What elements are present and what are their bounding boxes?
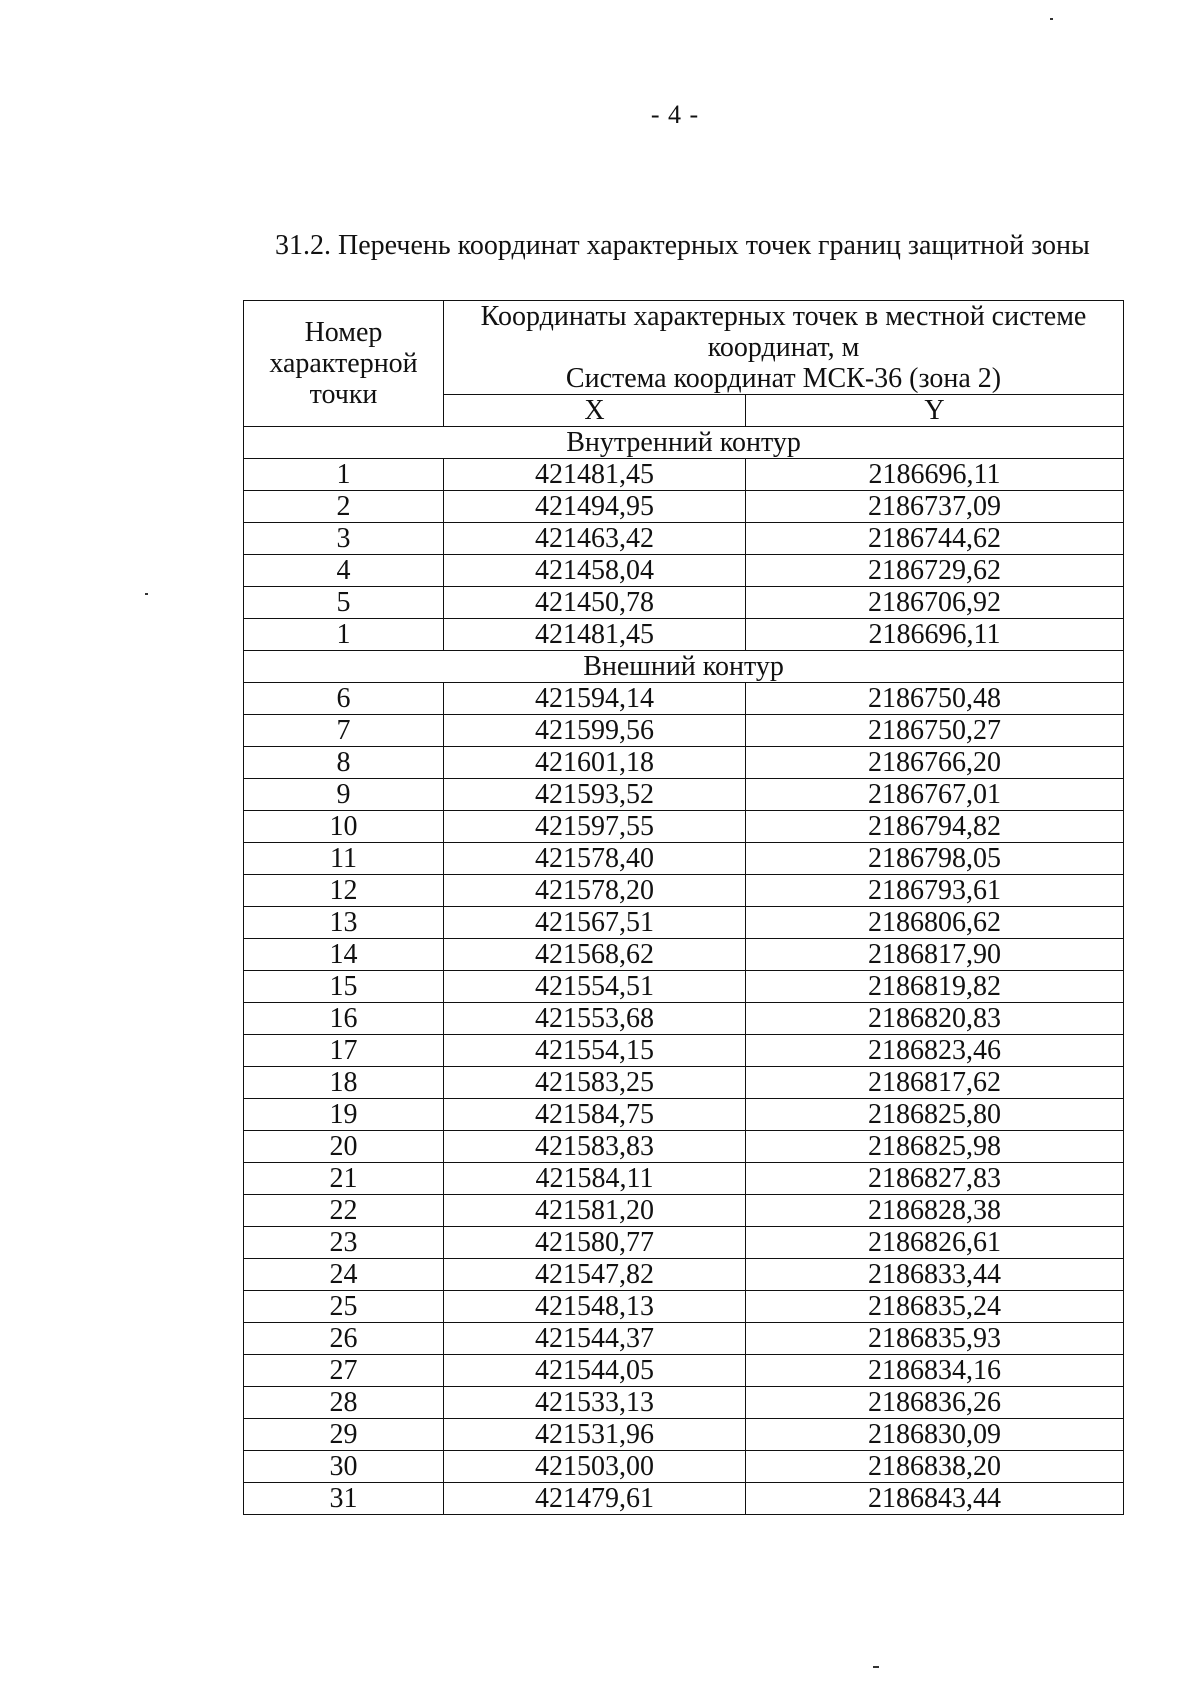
point-number-cell: 29 — [244, 1419, 444, 1451]
table-header — [244, 301, 1124, 427]
x-coordinate-cell: 421581,20 — [444, 1195, 746, 1227]
y-coordinate-cell: 2186798,05 — [746, 843, 1124, 875]
section-row — [244, 651, 1124, 683]
section-row — [244, 427, 1124, 459]
point-number-header-line: точки — [309, 379, 378, 410]
point-number-cell: 8 — [244, 747, 444, 779]
x-column-header: X — [444, 395, 746, 427]
scan-speck — [145, 593, 148, 595]
table-row — [244, 1259, 1124, 1291]
table-row — [244, 779, 1124, 811]
point-number-cell: 9 — [244, 779, 444, 811]
x-coordinate-cell: 421601,18 — [444, 747, 746, 779]
x-coordinate-cell: 421599,56 — [444, 715, 746, 747]
x-coordinate-cell: 421583,25 — [444, 1067, 746, 1099]
x-coordinate-cell: 421553,68 — [444, 1003, 746, 1035]
y-coordinate-cell: 2186793,61 — [746, 875, 1124, 907]
table-row — [244, 1291, 1124, 1323]
y-coordinate-cell: 2186766,20 — [746, 747, 1124, 779]
table-row — [244, 683, 1124, 715]
y-coordinate-cell: 2186806,62 — [746, 907, 1124, 939]
table-row — [244, 555, 1124, 587]
y-column-header: Y — [746, 395, 1124, 427]
y-coordinate-cell: 2186826,61 — [746, 1227, 1124, 1259]
y-coordinate-cell: 2186706,92 — [746, 587, 1124, 619]
scan-speck — [873, 1666, 879, 1668]
x-coordinate-cell: 421578,40 — [444, 843, 746, 875]
point-number-cell: 23 — [244, 1227, 444, 1259]
point-number-header-line: характерной — [269, 348, 418, 379]
y-coordinate-cell: 2186737,09 — [746, 491, 1124, 523]
x-coordinate-cell: 421584,11 — [444, 1163, 746, 1195]
point-number-cell: 20 — [244, 1131, 444, 1163]
x-coordinate-cell: 421554,51 — [444, 971, 746, 1003]
x-coordinate-cell: 421583,83 — [444, 1131, 746, 1163]
y-coordinate-cell: 2186835,93 — [746, 1323, 1124, 1355]
x-coordinate-cell: 421584,75 — [444, 1099, 746, 1131]
y-coordinate-cell: 2186729,62 — [746, 555, 1124, 587]
point-number-cell: 2 — [244, 491, 444, 523]
coordinates-header — [444, 301, 1124, 395]
point-number-cell: 18 — [244, 1067, 444, 1099]
point-number-cell: 28 — [244, 1387, 444, 1419]
table-row — [244, 1067, 1124, 1099]
point-number-cell: 15 — [244, 971, 444, 1003]
table-row — [244, 747, 1124, 779]
x-coordinate-cell: 421450,78 — [444, 587, 746, 619]
table-row — [244, 907, 1124, 939]
y-coordinate-cell: 2186819,82 — [746, 971, 1124, 1003]
x-coordinate-cell: 421479,61 — [444, 1483, 746, 1515]
table-row — [244, 1451, 1124, 1483]
x-coordinate-cell: 421544,05 — [444, 1355, 746, 1387]
x-coordinate-cell: 421458,04 — [444, 555, 746, 587]
point-number-cell: 17 — [244, 1035, 444, 1067]
table-row — [244, 1419, 1124, 1451]
table-row — [244, 1035, 1124, 1067]
y-coordinate-cell: 2186794,82 — [746, 811, 1124, 843]
point-number-cell: 16 — [244, 1003, 444, 1035]
table-row — [244, 811, 1124, 843]
x-coordinate-cell: 421568,62 — [444, 939, 746, 971]
y-coordinate-cell: 2186817,90 — [746, 939, 1124, 971]
coordinates-header-line: координат, м — [707, 332, 860, 363]
x-coordinate-cell: 421533,13 — [444, 1387, 746, 1419]
scan-speck — [1050, 18, 1053, 20]
point-number-cell: 21 — [244, 1163, 444, 1195]
table-row — [244, 587, 1124, 619]
point-number-cell: 6 — [244, 683, 444, 715]
table-row — [244, 523, 1124, 555]
y-coordinate-cell: 2186843,44 — [746, 1483, 1124, 1515]
document-title: 31.2. Перечень координат характерных точек границ защитной зоны — [275, 230, 1090, 261]
y-coordinate-cell: 2186835,24 — [746, 1291, 1124, 1323]
y-coordinate-cell: 2186825,80 — [746, 1099, 1124, 1131]
table-row — [244, 1323, 1124, 1355]
table-row — [244, 1163, 1124, 1195]
page-number: - 4 - — [650, 100, 700, 129]
point-number-cell: 12 — [244, 875, 444, 907]
coordinates-table — [243, 300, 1124, 1515]
y-coordinate-cell: 2186750,48 — [746, 683, 1124, 715]
point-number-cell: 25 — [244, 1291, 444, 1323]
y-coordinate-cell: 2186744,62 — [746, 523, 1124, 555]
y-coordinate-cell: 2186696,11 — [746, 619, 1124, 651]
point-number-cell: 24 — [244, 1259, 444, 1291]
table-row — [244, 1387, 1124, 1419]
point-number-cell: 1 — [244, 459, 444, 491]
table-row — [244, 715, 1124, 747]
x-coordinate-cell: 421554,15 — [444, 1035, 746, 1067]
table-row — [244, 619, 1124, 651]
y-coordinate-cell: 2186836,26 — [746, 1387, 1124, 1419]
point-number-cell: 31 — [244, 1483, 444, 1515]
coordinates-header-line: Система координат МСК-36 (зона 2) — [565, 363, 1002, 394]
table-row — [244, 1003, 1124, 1035]
point-number-cell: 10 — [244, 811, 444, 843]
table-row — [244, 1099, 1124, 1131]
x-coordinate-cell: 421548,13 — [444, 1291, 746, 1323]
x-coordinate-cell: 421578,20 — [444, 875, 746, 907]
point-number-cell: 13 — [244, 907, 444, 939]
point-number-cell: 19 — [244, 1099, 444, 1131]
x-coordinate-cell: 421547,82 — [444, 1259, 746, 1291]
x-coordinate-cell: 421481,45 — [444, 619, 746, 651]
y-coordinate-cell: 2186830,09 — [746, 1419, 1124, 1451]
y-coordinate-cell: 2186825,98 — [746, 1131, 1124, 1163]
point-number-cell: 4 — [244, 555, 444, 587]
point-number-cell: 3 — [244, 523, 444, 555]
table-row — [244, 1195, 1124, 1227]
y-coordinate-cell: 2186820,83 — [746, 1003, 1124, 1035]
table-row — [244, 459, 1124, 491]
y-coordinate-cell: 2186767,01 — [746, 779, 1124, 811]
x-coordinate-cell: 421594,14 — [444, 683, 746, 715]
x-coordinate-cell: 421463,42 — [444, 523, 746, 555]
x-coordinate-cell: 421593,52 — [444, 779, 746, 811]
x-coordinate-cell: 421544,37 — [444, 1323, 746, 1355]
y-coordinate-cell: 2186696,11 — [746, 459, 1124, 491]
x-coordinate-cell: 421503,00 — [444, 1451, 746, 1483]
x-coordinate-cell: 421481,45 — [444, 459, 746, 491]
table-row — [244, 1483, 1124, 1515]
table-row — [244, 1131, 1124, 1163]
table-row — [244, 939, 1124, 971]
point-number-cell: 1 — [244, 619, 444, 651]
y-coordinate-cell: 2186834,16 — [746, 1355, 1124, 1387]
x-coordinate-cell: 421580,77 — [444, 1227, 746, 1259]
point-number-header — [244, 301, 444, 427]
x-coordinate-cell: 421531,96 — [444, 1419, 746, 1451]
table-row — [244, 1355, 1124, 1387]
section-title: Внешний контур — [244, 651, 1124, 683]
y-coordinate-cell: 2186823,46 — [746, 1035, 1124, 1067]
y-coordinate-cell: 2186817,62 — [746, 1067, 1124, 1099]
x-coordinate-cell: 421494,95 — [444, 491, 746, 523]
y-coordinate-cell: 2186827,83 — [746, 1163, 1124, 1195]
point-number-cell: 27 — [244, 1355, 444, 1387]
y-coordinate-cell: 2186838,20 — [746, 1451, 1124, 1483]
point-number-cell: 5 — [244, 587, 444, 619]
section-title: Внутренний контур — [244, 427, 1124, 459]
table-body — [244, 427, 1124, 1515]
table-row — [244, 843, 1124, 875]
table-row — [244, 971, 1124, 1003]
y-coordinate-cell: 2186833,44 — [746, 1259, 1124, 1291]
x-coordinate-cell: 421567,51 — [444, 907, 746, 939]
point-number-cell: 11 — [244, 843, 444, 875]
point-number-cell: 26 — [244, 1323, 444, 1355]
table-row — [244, 875, 1124, 907]
table-row — [244, 491, 1124, 523]
point-number-cell: 7 — [244, 715, 444, 747]
coordinates-header-line: Координаты характерных точек в местной системе — [480, 301, 1087, 332]
x-coordinate-cell: 421597,55 — [444, 811, 746, 843]
y-coordinate-cell: 2186750,27 — [746, 715, 1124, 747]
table-row — [244, 1227, 1124, 1259]
point-number-cell: 14 — [244, 939, 444, 971]
point-number-cell: 30 — [244, 1451, 444, 1483]
point-number-cell: 22 — [244, 1195, 444, 1227]
point-number-header-line: Номер — [304, 317, 383, 348]
y-coordinate-cell: 2186828,38 — [746, 1195, 1124, 1227]
